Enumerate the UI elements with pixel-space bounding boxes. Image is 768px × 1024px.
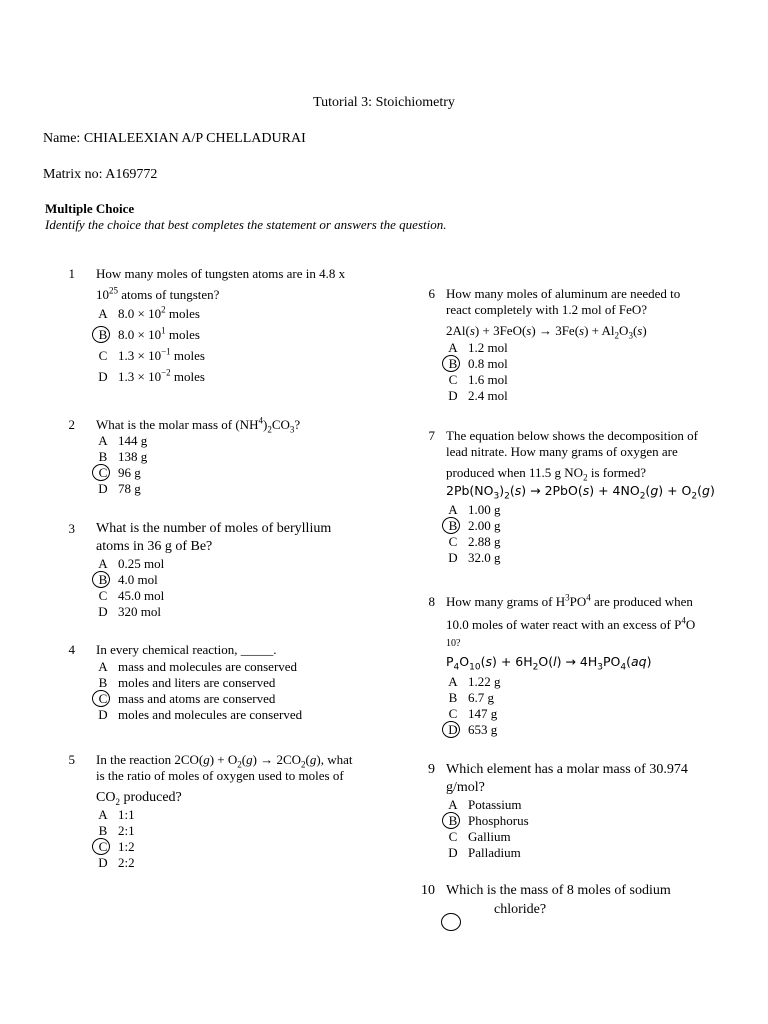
question-text: In every chemical reaction, _____. — [96, 642, 277, 657]
question-number: 2 — [68, 417, 75, 432]
question-text-line-3: 10? — [446, 638, 461, 649]
question-text-line-2: atoms in 36 g of Be? — [96, 539, 213, 554]
question-number: 3 — [68, 521, 75, 536]
question-text: What is the number of moles of beryllium — [96, 521, 332, 536]
question-number: 4 — [68, 642, 75, 657]
question-text: How many moles of aluminum are needed to — [446, 286, 681, 301]
question-text-line-2: g/mol? — [446, 780, 485, 795]
question-text-line-2: $10^{25}$ atoms of tungsten? — [96, 285, 220, 302]
question-text-line-2: react completely with 1.2 mol of FeO? — [446, 302, 648, 317]
question-text-line-2: 10.0 moles of water react with an excess of $P^4O$ — [446, 615, 696, 632]
question-number: 1 — [68, 266, 75, 281]
question-text-line-2: lead nitrate. How many grams of oxygen are — [446, 444, 678, 459]
question-number: 5 — [68, 752, 75, 767]
question-text: How many grams of $H^3PO^4$ are produced when — [446, 592, 693, 609]
question-text-line-3: $CO_2$ produced? — [96, 790, 182, 807]
section-heading: Multiple Choice — [45, 201, 135, 216]
question-number: 9 — [428, 762, 435, 777]
question-text: Which element has a molar mass of 30.974 — [446, 762, 688, 777]
question-text: Which is the mass of 8 moles of sodium — [446, 883, 671, 898]
question-text: How many moles of tungsten atoms are in 4.8 x — [96, 266, 346, 281]
section-instruction: Identify the choice that best completes the statement or answers the question. — [45, 217, 447, 232]
reaction-equation: $2Pb(NO_3)_2(s) \to 2PbO(s) + 4NO_2(g) + O_2(g)$ — [446, 483, 715, 502]
page-title: Tutorial 3: Stoichiometry — [313, 95, 455, 110]
question-number: 6 — [428, 286, 435, 301]
reaction-equation: $2Al(s) + 3FeO(s) \to 3Fe(s) + Al_2O_3(s)$ — [446, 323, 647, 341]
question-text-line-2: chloride? — [494, 902, 547, 917]
matrix-number: Matrix no: A169772 — [43, 167, 158, 182]
question-text: The equation below shows the decomposition of — [446, 428, 699, 443]
question-number: 8 — [428, 594, 435, 609]
question-text-line-2: is the ratio of moles of oxygen used to moles of — [96, 768, 344, 783]
empty-answer-circle — [441, 913, 461, 931]
question-text-line-3: produced when 11.5 g $NO_2$ is formed? — [446, 465, 647, 483]
reaction-equation: $P_4O_{10}(s) + 6H_2O(l) \to 4H_3PO_4(aq)$ — [446, 654, 652, 673]
question-text: In the reaction $2CO(g) + O_2(g) \to 2CO_2(g)$, what — [96, 752, 353, 770]
question-number: 10 — [421, 883, 435, 898]
student-name: Name: CHIALEEXIAN A/P CHELLADURAI — [43, 131, 306, 146]
question-number: 7 — [428, 428, 435, 443]
question-text: What is the molar mass of $(NH^4)_2CO_3$? — [96, 415, 301, 435]
